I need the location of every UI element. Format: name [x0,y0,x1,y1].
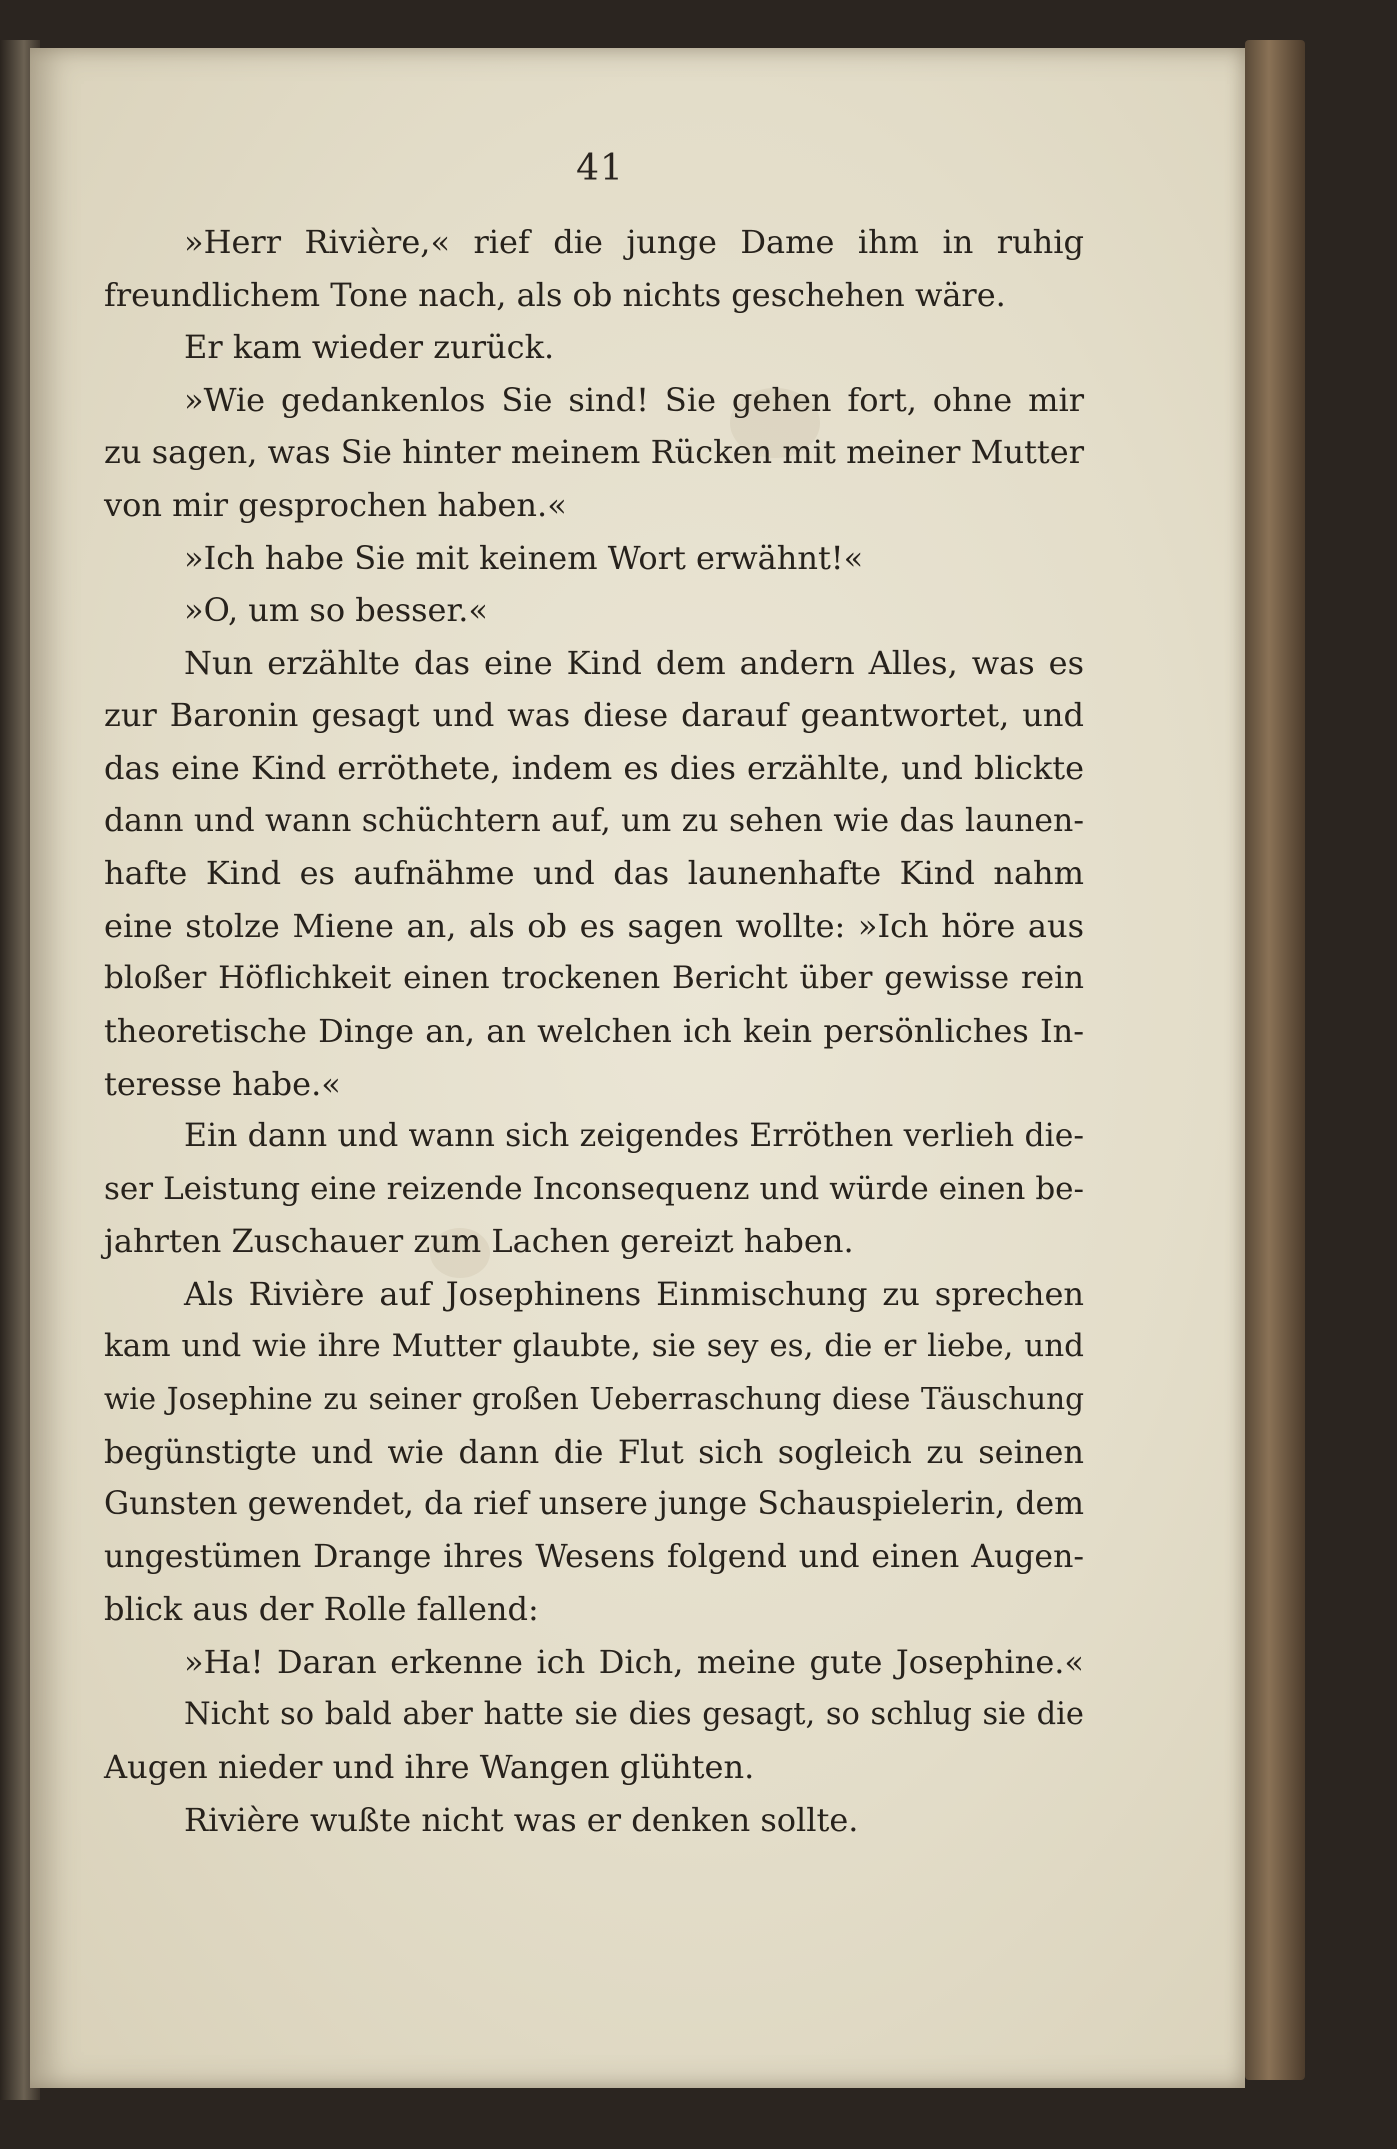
text-line: zu sagen, was Sie hinter meinem Rücken mit meiner Mutter [104,433,1084,472]
text-line: »Ich habe Sie mit keinem Wort erwähnt!« [184,538,864,577]
text-line: von mir gesprochen haben.« [104,485,567,524]
text-line: theoretische Dinge an, an welchen ich kein persönliches In- [104,1011,1084,1050]
text-line: »O, um so besser.« [184,591,488,630]
text-line: das eine Kind erröthete, indem es dies erzählte, und blickte [104,748,1084,787]
text-line: Nicht so bald aber hatte sie dies gesagt, so schlug sie die [184,1696,1084,1732]
text-line: teresse habe.« [104,1064,341,1103]
body-text [104,216,1084,1846]
text-line: eine stolze Miene an, als ob es sagen wollte: »Ich höre aus [104,906,1084,945]
text-line: zur Baronin gesagt und was diese darauf geantwortet, und [104,696,1084,735]
text-line: Gunsten gewendet, da rief unsere junge Schauspielerin, dem [104,1486,1084,1523]
text-line: Als Rivière auf Josephinens Einmischung zu sprechen [184,1274,1084,1313]
text-line: hafte Kind es aufnähme und das launenhafte Kind nahm [104,854,1084,893]
text-line: jahrten Zuschauer zum Lachen gereizt haben. [104,1222,854,1261]
text-line: kam und wie ihre Mutter glaubte, sie sey es, die er liebe, und [104,1328,1084,1365]
text-line: Rivière wußte nicht was er denken sollte. [184,1800,859,1839]
text-line: Ein dann und wann sich zeigendes Erröthen verlieh die- [184,1118,1084,1155]
text-line: dann und wann schüchtern auf, um zu sehen wie das launen- [104,802,1084,839]
text-line: »Wie gedankenlos Sie sind! Sie gehen fort, ohne mir [184,380,1084,419]
text-line: »Herr Rivière,« rief die junge Dame ihm in ruhig [184,223,1084,261]
page-paper [30,48,1245,2088]
page-number: 41 [576,148,624,189]
text-line: ser Leistung eine reizende Inconsequenz und würde einen be- [104,1170,1084,1207]
text-line: Er kam wieder zurück. [184,328,555,367]
text-line: begünstigte und wie dann die Flut sich sogleich zu seinen [104,1432,1084,1471]
text-line: blick aus der Rolle fallend: [104,1590,539,1629]
text-line: ungestümen Drange ihres Wesens folgend und einen Augen- [104,1538,1084,1575]
text-line: »Ha! Daran erkenne ich Dich, meine gute Josephine.« [184,1643,1084,1682]
text-line: Nun erzählte das eine Kind dem andern Alles, was es [184,643,1084,682]
text-line: Augen nieder und ihre Wangen glühten. [104,1748,755,1787]
book-cover-edge [1245,40,1305,2080]
text-line: bloßer Höflichkeit einen trockenen Bericht über gewisse rein [104,960,1084,997]
text-line: wie Josephine zu seiner großen Ueberraschung diese Täuschung [104,1382,1084,1417]
text-line: freundlichem Tone nach, als ob nichts geschehen wäre. [104,275,1006,314]
